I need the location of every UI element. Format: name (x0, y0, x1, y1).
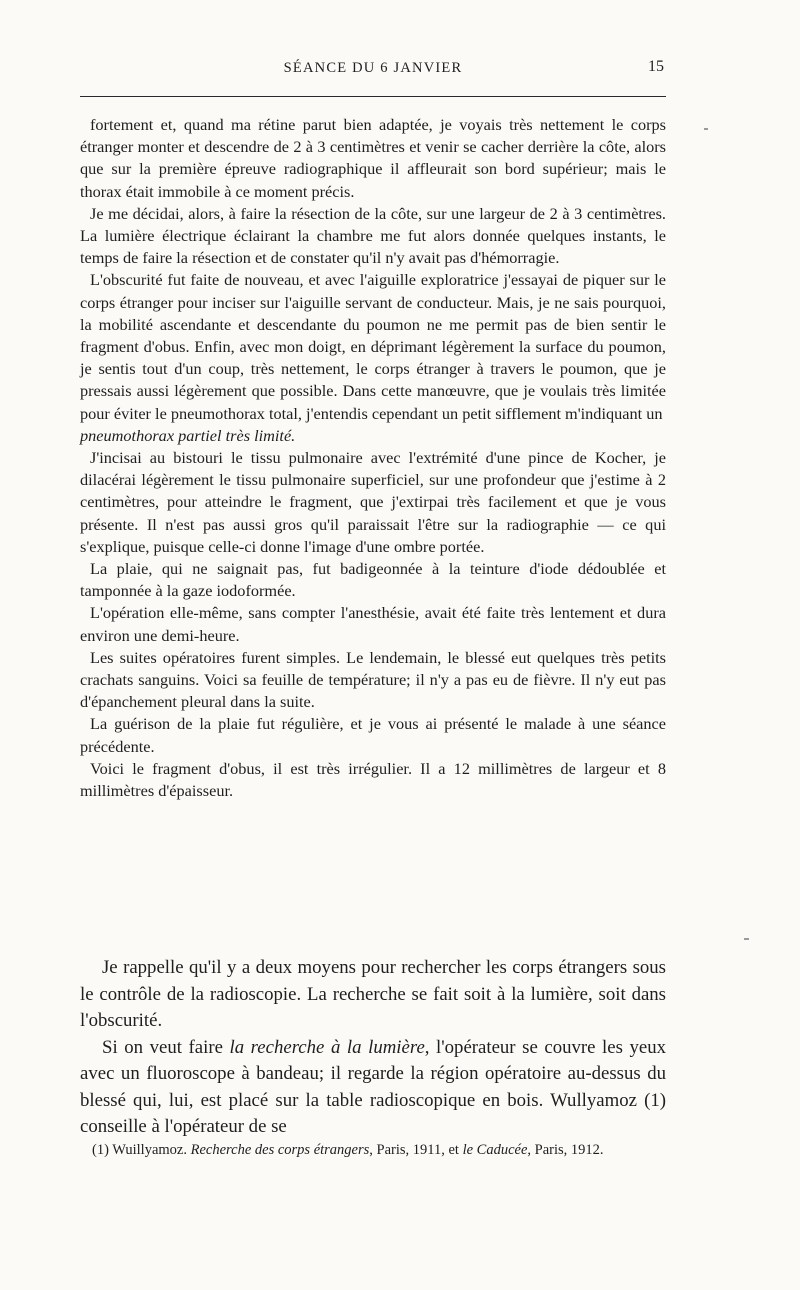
header-rule (80, 96, 666, 97)
discussion-text (80, 955, 666, 1141)
paragraph: L'obscurité fut faite de nouveau, et avec l'aiguille exploratrice j'essayai de piquer sur le corps étranger pour inciser sur l'aiguille servant de conducteur. Mais, je ne sais pourquoi, la mobilité ascendante et descendante du poumon ne me permit pas de bien sentir le fragment d'obus. Enfin, avec mon doigt, en déprimant légèrement la surface du poumon, je sentis tout d'un coup, très nettement, le corps étranger à travers le poumon, que je pressais aussi légèrement que possible. Dans cette manœuvre, que je voulais très limitée pour éviter le pneumothorax total, j'entendis cependant un petit sifflement m'indiquant un (80, 270, 666, 423)
italic-phrase: la recherche à la lumière (229, 1036, 425, 1058)
paragraph: La plaie, qui ne saignait pas, fut badigeonnée à la teinture d'iode dédoublée et tamponnée à la gaze iodoformée. (80, 559, 666, 601)
running-title: SÉANCE DU 6 JANVIER (283, 60, 463, 76)
footnote-text (80, 1140, 666, 1161)
page-number: 15 (648, 58, 664, 75)
text-span: Si on veut faire (102, 1036, 230, 1058)
footnote-journal: le Caducée (462, 1142, 528, 1158)
paragraph (80, 1035, 666, 1141)
paragraph: Voici le fragment d'obus, il est très irrégulier. Il a 12 millimètres de largeur et 8 millimètres d'épaisseur. (80, 758, 666, 801)
text-span: , l'opérateur se couvre les yeux avec un fluoroscope à bandeau; il regarde la région opératoire au-dessus du blessé qui, lui, est placé sur la table radioscopique en bois. Wullyamoz (1) conseille à l'opérateur de se (80, 1036, 666, 1137)
footnote-author: (1) Wuillyamoz. (92, 1142, 191, 1158)
footnote-title: Recherche des corps étrangers (190, 1142, 370, 1158)
footnote-end: , Paris, 1912. (527, 1142, 604, 1158)
page-header (80, 56, 666, 90)
paragraph: La guérison de la plaie fut régulière, et je vous ai présenté le malade à une séance précédente. (80, 714, 666, 756)
print-speck (704, 128, 708, 130)
paragraph: Les suites opératoires furent simples. Le lendemain, le blessé eut quelques très petits crachats sanguins. Voici sa feuille de température; il n'y a pas eu de fièvre. Il n'y eut pas d'épanchement pleural dans la suite. (80, 647, 666, 712)
case-report-text (80, 114, 666, 802)
paragraph: L'opération elle-même, sans compter l'anesthésie, avait été faite très lentement et dura environ une demi-heure. (80, 603, 666, 645)
footnote-middle: , Paris, 1911, et (369, 1142, 463, 1158)
paragraph: Je me décidai, alors, à faire la résection de la côte, sur une largeur de 2 à 3 centimètres. La lumière électrique éclairant la chambre me fut alors donnée quelques instants, le temps de faire la résection et de constater qu'il n'y avait pas d'hémorragie. (80, 203, 666, 268)
paragraph: Je rappelle qu'il y a deux moyens pour rechercher les corps étrangers sous le contrôle de la radioscopie. La recherche se fait soit à la lumière, soit dans l'obscurité. (80, 957, 666, 1031)
print-speck (744, 938, 749, 940)
footnote (80, 1140, 666, 1161)
paragraph: J'incisai au bistouri le tissu pulmonaire avec l'extrémité d'une pince de Kocher, je dilacérai légèrement le tissu pulmonaire superficiel, sur une profondeur que j'estime à 2 centimètres, pour atteindre le fragment, que j'extirpai très facilement et que je vous présente. Il n'est pas aussi gros qu'il paraissait l'être sur la radiographie — ce qui s'explique, puisque celle-ci donne l'image d'une ombre portée. (80, 448, 666, 556)
paragraph-continuation (80, 425, 666, 447)
paragraph: fortement et, quand ma rétine parut bien adaptée, je voyais très nettement le corps étranger monter et descendre de 2 à 3 centimètres et venir se cacher derrière la côte, alors que sur la première épreuve radiographique il affleurait son bord supérieur; mais le thorax était immobile à ce moment précis. (80, 115, 666, 201)
italic-phrase: pneumothorax partiel très limité. (80, 425, 296, 445)
